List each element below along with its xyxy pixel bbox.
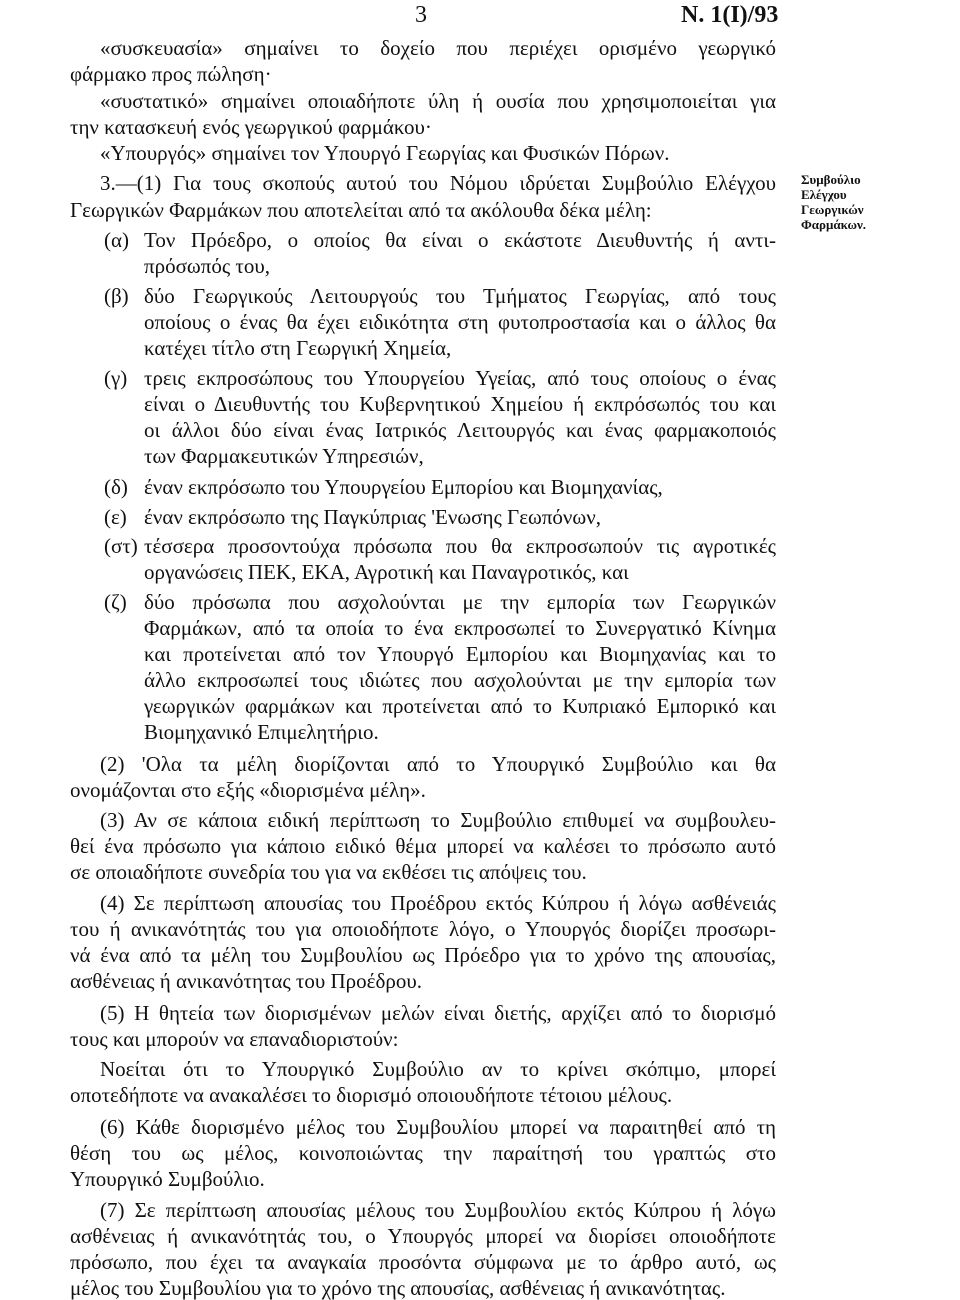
text-line: θέση του ως μέλος, κοινοποιώντας την παραίτησή του γραπτώς στο	[70, 1141, 776, 1165]
text-line: των Φαρμακευτικών Υπηρεσιών,	[144, 444, 424, 468]
text-line: 3.—(1) Για τους σκοπούς αυτού του Νόμου ιδρύεται Συμβούλιο Ελέγχου	[100, 171, 776, 195]
item-label: (ε)	[104, 505, 127, 529]
text-line: (2) 'Ολα τα μέλη διορίζονται από το Υπουργικό Συμβούλιο και θα	[100, 752, 776, 776]
text-line: πρόσωπο, που έχει τα αναγκαία προσόντα σύμφωνα με το άρθρο αυτό, ως	[70, 1250, 776, 1274]
text-line: Υπουργικό Συμβούλιο.	[70, 1167, 265, 1191]
text-line: (6) Κάθε διορισμένο μέλος του Συμβουλίου μπορεί να παραιτηθεί από τη	[100, 1115, 776, 1139]
text-line: δύο Γεωργικούς Λειτουργούς του Τμήματος Γεωργίας, από τους	[144, 284, 776, 308]
margin-note-line: Συμβούλιο	[801, 172, 861, 187]
item-label: (β)	[104, 284, 129, 308]
text-line: είναι ο Διευθυντής του Κυβερνητικού Χημείου ή εκπρόσωπός του και	[144, 392, 776, 416]
text-line: Φαρμάκων, από τα οποία το ένα εκπροσωπεί το Συνεργατικό Κίνημα	[144, 616, 776, 640]
text-line: έναν εκπρόσωπο του Υπουργείου Εμπορίου και Βιομηχανίας,	[144, 475, 663, 499]
text-line: θεί ένα πρόσωπο για κάποιο ειδικό θέμα μπορεί να καλέσει το πρόσωπο αυτό	[70, 834, 776, 858]
text-line: οποτεδήποτε να ανακαλέσει το διορισμό οποιουδήποτε τέτοιου μέλους.	[70, 1083, 673, 1107]
text-line: ασθένειας ή ανικανότητάς του, ο Υπουργός μπορεί να διορίσει οποιοδήποτε	[70, 1224, 776, 1248]
text-line: ασθένειας ή ανικανότητας του Προέδρου.	[70, 969, 423, 993]
text-line: του ή ανικανότητάς του για οποιοδήποτε λόγο, ο Υπουργός διορίζει προσωρι-	[70, 917, 776, 941]
text-line: (3) Αν σε κάποια ειδική περίπτωση το Συμβούλιο επιθυμεί να συμβουλευ-	[100, 808, 776, 832]
item-label: (ζ)	[104, 590, 127, 614]
margin-note	[801, 172, 866, 232]
text-line: φάρμακο προς πώληση·	[70, 62, 272, 86]
gazette-reference: Ν. 1(I)/93	[681, 2, 779, 28]
item-label: (δ)	[104, 475, 128, 499]
text-line: τρεις εκπροσώπους του Υπουργείου Υγείας, από τους οποίους ο ένας	[144, 366, 776, 390]
text-line: και προτείνεται από τον Υπουργό Εμπορίου και Βιομηχανίας και το	[144, 642, 776, 666]
margin-note-line: Ελέγχου	[801, 187, 847, 202]
text-line: «Υπουργός» σημαίνει τον Υπουργό Γεωργίας και Φυσικών Πόρων.	[100, 141, 670, 165]
text-line: την κατασκευή ενός γεωργικού φαρμάκου·	[70, 115, 432, 139]
item-label: (γ)	[104, 366, 128, 390]
text-line: «συστατικό» σημαίνει οποιαδήποτε ύλη ή ουσία που χρησιμοποιείται για	[100, 89, 776, 113]
text-line: τους και μπορούν να επαναδιοριστούν:	[70, 1027, 399, 1051]
text-line: «συσκευασία» σημαίνει το δοχείο που περιέχει ορισμένο γεωργικό	[100, 36, 776, 60]
text-line: μέλος του Συμβουλίου για το χρόνο της απουσίας, ασθένειας ή ανικανότητας.	[70, 1276, 726, 1300]
text-line: οποίους ο ένας θα έχει ειδικότητα στη φυτοπροστασία και ο άλλος θα	[144, 310, 776, 334]
text-line: ονομάζονται στο εξής «διορισμένα μέλη».	[70, 778, 426, 802]
page-number: 3	[415, 2, 427, 28]
text-line: Γεωργικών Φαρμάκων που αποτελείται από τα ακόλουθα δέκα μέλη:	[70, 198, 652, 222]
text-line: γεωργικών φαρμάκων και προτείνεται από το Κυπριακό Εμπορικό και	[144, 694, 776, 718]
item-label: (α)	[104, 228, 129, 252]
text-line: έναν εκπρόσωπο της Παγκύπριας 'Ενωσης Γεωπόνων,	[144, 505, 601, 529]
text-line: οργανώσεις ΠΕΚ, ΕΚΑ, Αγροτική και Παναγροτικός, και	[144, 560, 629, 584]
margin-note-line: Γεωργικών	[801, 202, 864, 217]
text-line: σε οποιαδήποτε συνεδρία του για να εκθέσει τις απόψεις του.	[70, 860, 587, 884]
text-line: πρόσωπός του,	[144, 254, 270, 278]
text-line: νά ένα από τα μέλη του Συμβουλίου ως Πρόεδρο για το χρόνο της απουσίας,	[70, 943, 776, 967]
margin-note-line: Φαρμάκων.	[801, 217, 867, 232]
item-label: (στ)	[104, 534, 138, 558]
text-line: Νοείται ότι το Υπουργικό Συμβούλιο αν το κρίνει σκόπιμο, μπορεί	[100, 1057, 776, 1081]
text-line: κατέχει τίτλο στη Γεωργική Χημεία,	[144, 336, 452, 360]
text-line: (4) Σε περίπτωση απουσίας του Προέδρου εκτός Κύπρου ή λόγω ασθένειάς	[100, 891, 776, 915]
text-line: (5) Η θητεία των διορισμένων μελών είναι διετής, αρχίζει από το διορισμό	[100, 1001, 776, 1025]
text-line: Βιομηχανικό Επιμελητήριο.	[144, 720, 379, 744]
text-line: Τον Πρόεδρο, ο οποίος θα είναι ο εκάστοτε Διευθυντής ή αντι-	[144, 228, 776, 252]
text-line: τέσσερα προσοντούχα πρόσωπα που θα εκπροσωπούν τις αγροτικές	[144, 534, 776, 558]
text-line: άλλο εκπροσωπεί τους ιδιώτες που ασχολούνται με την εμπορία των	[144, 668, 776, 692]
text-line: οι άλλοι δύο είναι ένας Ιατρικός Λειτουργός και ένας φαρμακοποιός	[144, 418, 776, 442]
text-line: δύο πρόσωπα που ασχολούνται με την εμπορία των Γεωργικών	[144, 590, 776, 614]
text-line: (7) Σε περίπτωση απουσίας μέλους του Συμβουλίου εκτός Κύπρου ή λόγω	[100, 1198, 776, 1222]
